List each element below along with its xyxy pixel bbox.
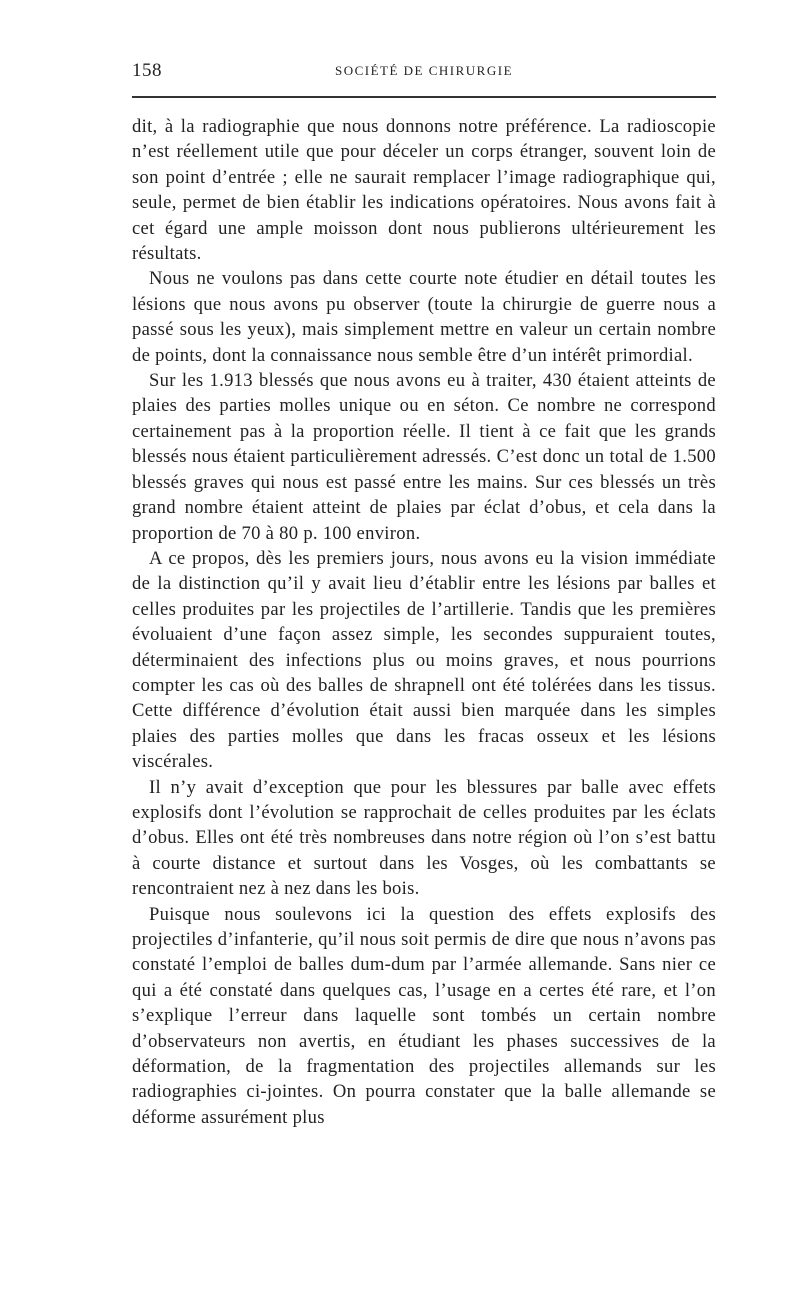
paragraph: dit, à la radiographie que nous donnons notre préférence. La radioscopie n’est réellement utile que pour déceler un corps étranger, souvent loin de son point d’entrée ; elle ne saurait remplacer l’image radiographique qui, seule, permet de bien établir les indications opératoires. Nous avons fait à cet égard une ample moisson dont nous publierons ultérieurement les résultats.	[132, 116, 716, 265]
running-title: SOCIÉTÉ DE CHIRURGIE	[334, 63, 514, 78]
paragraph: Nous ne voulons pas dans cette courte note étudier en détail toutes les lésions que nous avons pu observer (toute la chirurgie de guerre nous a passé sous les yeux), mais simplement mettre en valeur un certain nombre de points, dont la connaissance nous semble être d’un intérêt primordial.	[132, 268, 716, 366]
paragraph: Il n’y avait d’exception que pour les blessures par balle avec effets explosifs dont l’évolution se rapprochait de celles produites par les éclats d’obus. Elles ont été très nombreuses dans notre région où l’on s’est battu à courte distance et surtout dans les Vosges, où les combattants se rencontraient nez à nez dans les bois.	[132, 776, 716, 900]
body-text	[132, 114, 716, 1130]
page-header	[132, 60, 716, 86]
page-number: 158	[132, 60, 162, 81]
paragraph: Sur les 1.913 blessés que nous avons eu à traiter, 430 étaient atteints de plaies des parties molles unique ou en séton. Ce nombre ne correspond certainement pas à la proportion réelle. Il tient à ce fait que les grands blessés nous étaient particulièrement adressés. C’est donc un total de 1.500 blessés graves qui nous est passé entre les mains. Sur ces blessés un très grand nombre étaient atteint de plaies par éclat d’obus, et cela dans la proportion de 70 à 80 p. 100 environ.	[132, 370, 716, 544]
header-rule	[132, 96, 716, 98]
paragraph: A ce propos, dès les premiers jours, nous avons eu la vision immédiate de la distinction qu’il y avait lieu d’établir entre les lésions par balles et celles produites par les projectiles de l’artillerie. Tandis que les premières évoluaient d’une façon assez simple, les secondes suppuraient toutes, déterminaient des infections plus ou moins graves, et nous pourrions compter les cas où des balles de shrapnell ont été tolérées dans les tissus. Cette différence d’évolution était aussi bien marquée dans les simples plaies des parties molles que dans les fracas osseux et les lésions viscérales.	[132, 547, 716, 773]
paragraph: Puisque nous soulevons ici la question des effets explosifs des projectiles d’infanterie, qu’il nous soit permis de dire que nous n’avons pas constaté l’emploi de balles dum-dum par l’armée allemande. Sans nier ce qui a été constaté dans quelques cas, l’usage en a certes été rare, et l’on s’explique l’erreur dans laquelle sont tombés un certain nombre d’observateurs non avertis, en étudiant les phases successives de la déformation, de la fragmentation des projectiles allemands sur les radiographies ci-jointes. On pourra constater que la balle allemande se déforme assurément plus	[132, 903, 716, 1128]
